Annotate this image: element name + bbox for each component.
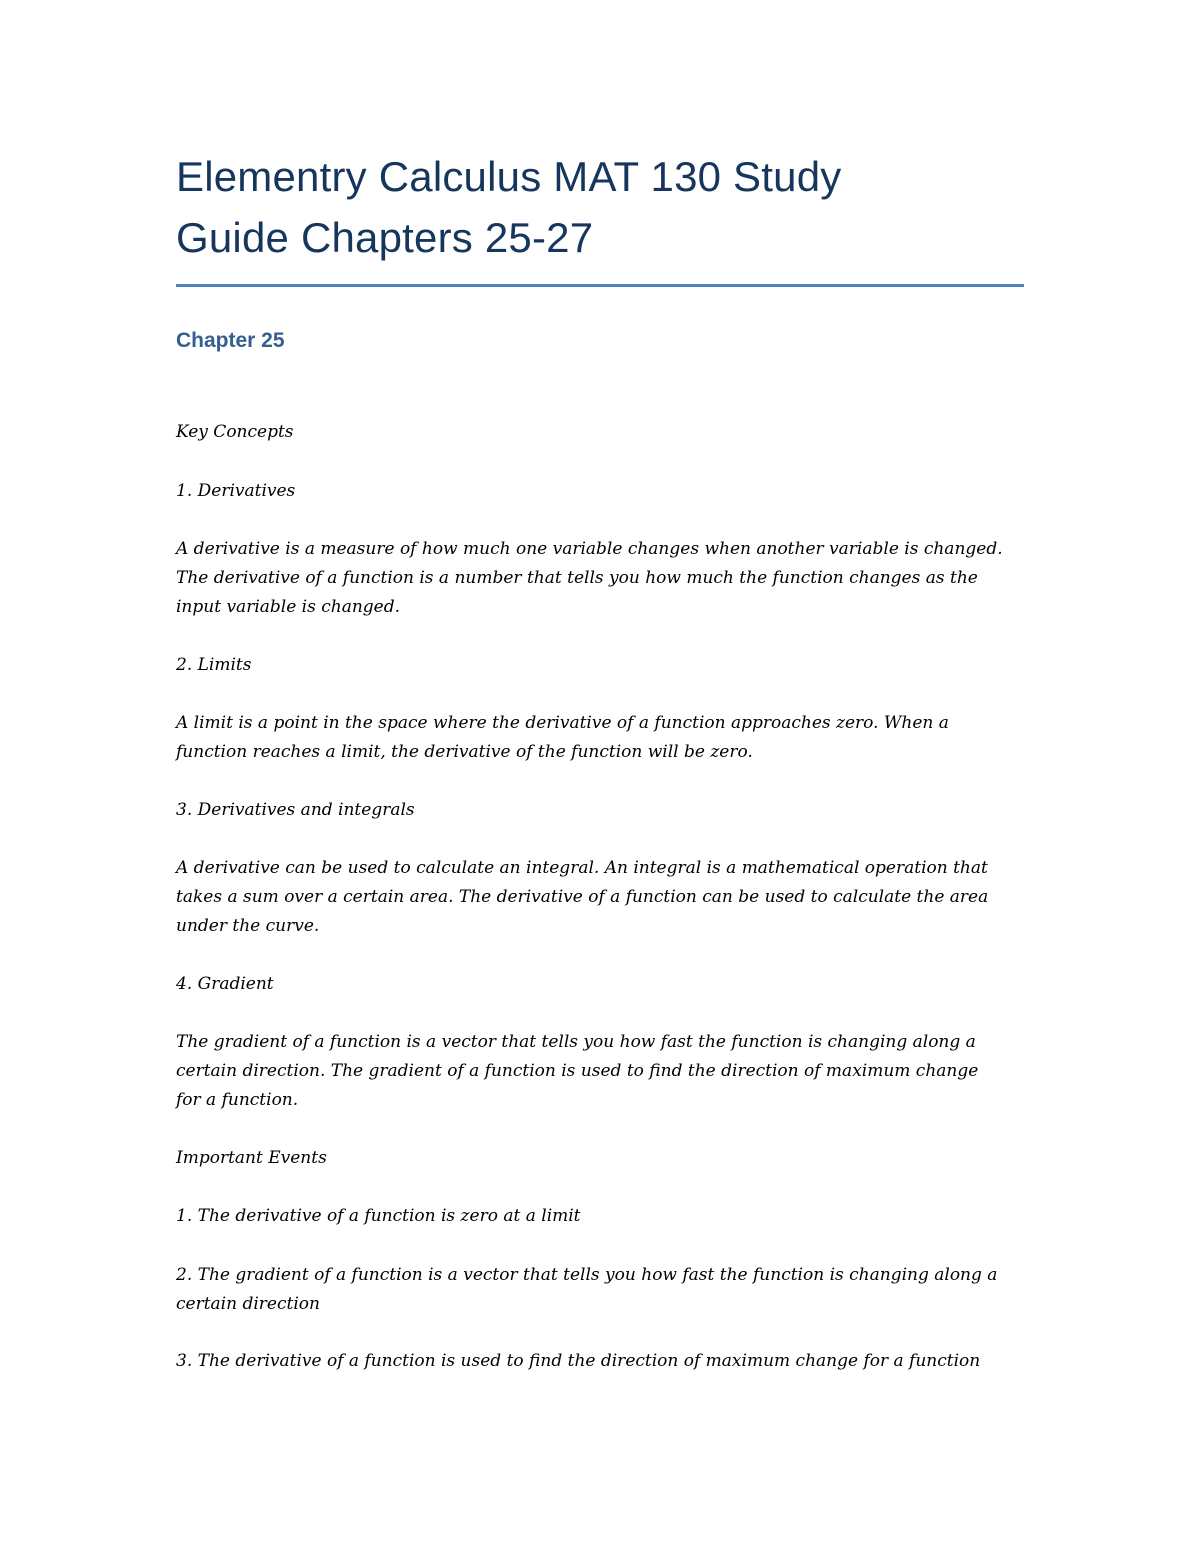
concept-2-paragraph [176,709,1024,767]
concept-2-heading: 2. Limits [176,655,252,675]
concept-3-line-1: A derivative can be used to calculate an integral. An integral is a mathematical operation that [176,858,988,878]
event-3 [176,1347,1024,1376]
concept-4-line-1: The gradient of a function is a vector that tells you how fast the function is changing along a [176,1032,976,1052]
concept-3-line-2: takes a sum over a certain area. The derivative of a function can be used to calculate the area [176,887,989,907]
concept-2-line-2: function reaches a limit, the derivative of the function will be zero. [176,742,753,762]
concept-2-line-1: A limit is a point in the space where the derivative of a function approaches zero. When a [176,713,949,733]
event-2-line-1: 2. The gradient of a function is a vector that tells you how fast the function is changing along a [176,1265,998,1285]
document-content [176,146,1024,1371]
concept-4-heading: 4. Gradient [176,974,274,994]
event-1-line-1: 1. The derivative of a function is zero at a limit [176,1206,581,1226]
chapter-heading: Chapter 25 [176,329,285,352]
concept-3-line-3: under the curve. [176,916,320,936]
concept-3-heading: 3. Derivatives and integrals [176,800,415,820]
event-1 [176,1202,1024,1231]
event-2 [176,1261,1024,1319]
concept-1-line-3: input variable is changed. [176,597,401,617]
title-line-2: Guide Chapters 25-27 [176,214,594,261]
concept-1-paragraph [176,535,1024,622]
concept-4-line-3: for a function. [176,1090,299,1110]
title-line-1: Elementry Calculus MAT 130 Study [176,153,842,200]
event-3-line-1: 3. The derivative of a function is used to find the direction of maximum change for a function [176,1351,981,1371]
concept-3-paragraph [176,854,1024,941]
important-events-label: Important Events [176,1148,327,1168]
document-title [176,146,1024,268]
concept-1-heading: 1. Derivatives [176,481,296,501]
concept-4-paragraph [176,1028,1024,1115]
event-2-line-2: certain direction [176,1294,320,1314]
concept-4-line-2: certain direction. The gradient of a function is used to find the direction of maximum change [176,1061,979,1081]
concept-1-line-1: A derivative is a measure of how much one variable changes when another variable is changed. [176,539,1003,559]
title-underline [176,284,1024,287]
concept-1-line-2: The derivative of a function is a number that tells you how much the function changes as the [176,568,978,588]
key-concepts-label: Key Concepts [176,422,294,442]
